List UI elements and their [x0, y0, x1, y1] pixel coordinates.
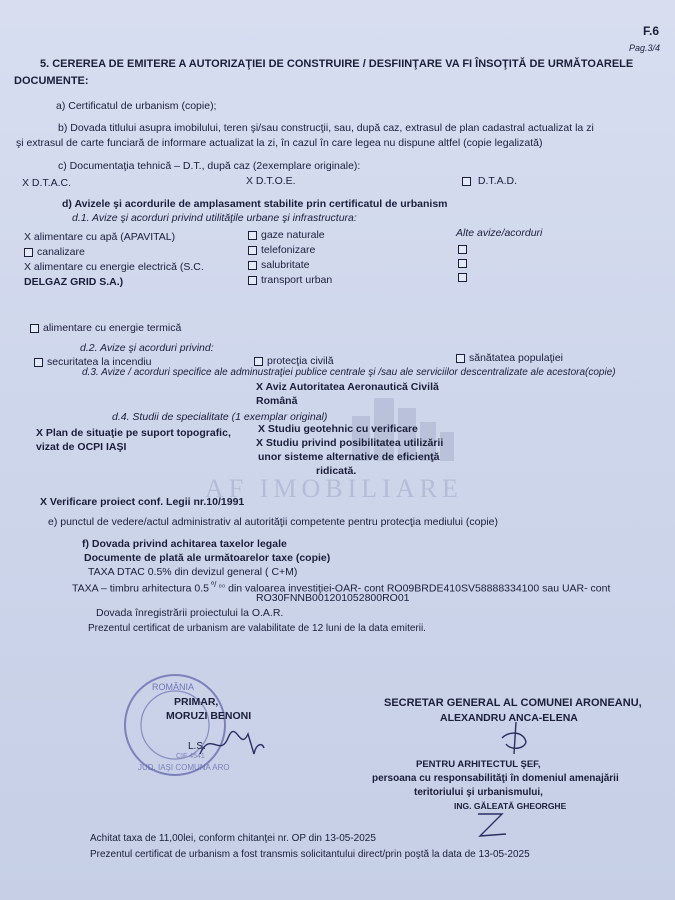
- option-plan: X Plan de situaţie pe suport topografic,: [36, 427, 231, 439]
- stamp-top-text: ROMÂNIA: [152, 682, 195, 692]
- option-civila: protecţia civilă: [254, 355, 334, 368]
- item-d3: d.3. Avize / acorduri specifice ale adminustraţiei publice centrale şi /sau ale serviciilor descentralizate ale acestora(copie): [82, 367, 616, 378]
- primar-signature: [196, 724, 266, 764]
- item-a: a) Certificatul de urbanism (copie);: [56, 100, 217, 112]
- option-gaze: gaze naturale: [248, 229, 325, 242]
- option-energie-cont: DELGAZ GRID S.A.): [24, 276, 124, 288]
- option-plan-cont: vizat de OCPI IAŞI: [36, 441, 127, 453]
- ls-mark: L.S.: [188, 741, 206, 752]
- option-energie: X alimentare cu energie electrică (S.C.: [24, 261, 204, 273]
- option-telefonizare: telefonizare: [248, 244, 315, 257]
- alte-checkbox-1: [458, 243, 471, 256]
- primar-title: PRIMAR,: [174, 696, 219, 708]
- taxa-arhitectura: TAXA – timbru arhitectura 0.5 $^{º/ _{00}}$ din valoarea investiţiei-OAR- cont RO09BRDE410SV58888334100 sau UAR- cont: [72, 580, 611, 595]
- dovada-oar: Dovada înregistrării proiectului la O.A.R.: [96, 607, 284, 619]
- arhitect-role-cont: teritoriului şi urbanismului,: [414, 787, 543, 798]
- checkbox-icon: [456, 354, 465, 363]
- item-d4: d.4. Studii de specialitate (1 exemplar original): [112, 411, 328, 423]
- item-d2: d.2. Avize şi acorduri privind:: [80, 342, 214, 354]
- watermark-text: AF IMOBILIARE: [205, 474, 463, 503]
- option-apa: X alimentare cu apă (APAVITAL): [24, 231, 176, 243]
- item-e: e) punctul de vedere/actul administrativ al autorităţii competente pentru protecţia mediului (copie): [48, 516, 498, 528]
- option-dtac: X D.T.A.C.: [22, 177, 72, 189]
- checkbox-icon: [248, 246, 257, 255]
- checkbox-icon: [254, 357, 263, 366]
- checkbox-icon: [458, 273, 467, 282]
- checkbox-icon: [462, 177, 471, 186]
- arhitect-title: PENTRU ARHITECTUL ŞEF,: [416, 759, 541, 770]
- secretar-signature: [496, 720, 536, 760]
- alte-checkbox-2: [458, 257, 471, 270]
- arhitect-role: persoana cu responsabilităţi în domeniul amenajării: [372, 773, 619, 784]
- valabilitate: Prezentul certificat de urbanism are valabilitate de 12 luni de la data emiterii.: [88, 623, 426, 634]
- option-transport: transport urban: [248, 274, 332, 287]
- checkbox-icon: [458, 259, 467, 268]
- taxa-cont-uar: RO30FNNB001201052800RO01: [256, 592, 410, 604]
- option-verificare: X Verificare proiect conf. Legii nr.10/1991: [40, 496, 245, 508]
- option-dtoe: X D.T.O.E.: [246, 175, 296, 187]
- option-studiu-cont: unor sisteme alternative de eficienţă: [258, 451, 440, 463]
- checkbox-icon: [248, 261, 257, 270]
- option-salubritate: salubritate: [248, 259, 309, 272]
- checkbox-icon: [248, 231, 257, 240]
- item-d: d) Avizele şi acordurile de amplasament stabilite prin certificatul de urbanism: [62, 198, 448, 210]
- secretar-name: ALEXANDRU ANCA-ELENA: [440, 712, 578, 724]
- item-b-line1: b) Dovada titlului asupra imobilului, teren şi/sau construcţii, sau, după caz, extrasul de plan cadastral actualizat la zi: [58, 122, 594, 134]
- footer-transmis: Prezentul certificat de urbanism a fost transmis solicitantului direct/prin poştă la data de 13-05-2025: [90, 849, 530, 860]
- form-code: F.6: [643, 24, 660, 38]
- arhitect-signature: [472, 808, 512, 840]
- taxa-dtac: TAXA DTAC 0.5% din devizul general ( C+M): [88, 566, 298, 578]
- footer-taxa: Achitat taxa de 11,00lei, conform chitanţei nr. OP din 13-05-2025: [90, 833, 376, 844]
- option-sanatate: sănătatea populaţiei: [456, 352, 563, 365]
- option-aviz-aero: X Aviz Autoritatea Aeronautică Civilă: [256, 381, 439, 393]
- stamp-cif-text: CIF 4541: [176, 753, 205, 760]
- item-f: f) Dovada privind achitarea taxelor legale: [82, 538, 287, 550]
- item-d1: d.1. Avize şi acorduri privind utilităţile urbane şi infrastructura:: [72, 212, 357, 224]
- option-studiu-cont2: ridicată.: [316, 465, 357, 477]
- option-dtad: D.T.A.D.: [462, 175, 517, 188]
- checkbox-icon: [24, 248, 33, 257]
- checkbox-icon: [30, 324, 39, 333]
- section-title: 5. CEREREA DE EMITERE A AUTORIZAŢIEI DE CONSTRUIRE / DESFIINŢARE VA FI ÎNSOŢITĂ DE URMĂTOARELE: [40, 58, 634, 70]
- item-b-line2: şi extrasul de carte funciară de informare actualizat la zi, în cazul în care legea nu dispune altfel (copie legalizată): [16, 137, 543, 149]
- option-incendiu: securitatea la incendiu: [34, 356, 151, 369]
- arhitect-name: ING. GĂLEATĂ GHEORGHE: [454, 801, 567, 811]
- option-studiu: X Studiu privind posibilitatea utilizării: [256, 437, 444, 449]
- option-canalizare: canalizare: [24, 246, 85, 259]
- page-number: Pag.3/4: [629, 43, 661, 53]
- item-f-docs: Documente de plată ale următoarelor taxe (copie): [84, 552, 331, 564]
- checkbox-icon: [248, 276, 257, 285]
- section-title-cont: DOCUMENTE:: [14, 75, 89, 87]
- alte-checkbox-3: [458, 271, 471, 284]
- checkbox-icon: [458, 245, 467, 254]
- option-geotehnic: X Studiu geotehnic cu verificare: [258, 423, 418, 435]
- checkbox-icon: [34, 358, 43, 367]
- stamp-bottom-text: JUD. IAŞI COMUNA ARO: [138, 763, 230, 772]
- primar-name: MORUZI BENONI: [166, 710, 252, 722]
- option-aviz-aero-cont: Română: [256, 395, 298, 407]
- item-c: c) Documentaţia tehnică – D.T., după caz (2exemplare originale):: [58, 160, 361, 172]
- alte-avize-label: Alte avize/acorduri: [456, 227, 543, 239]
- option-termica: alimentare cu energie termică: [30, 322, 181, 335]
- secretar-title: SECRETAR GENERAL AL COMUNEI ARONEANU,: [384, 697, 642, 709]
